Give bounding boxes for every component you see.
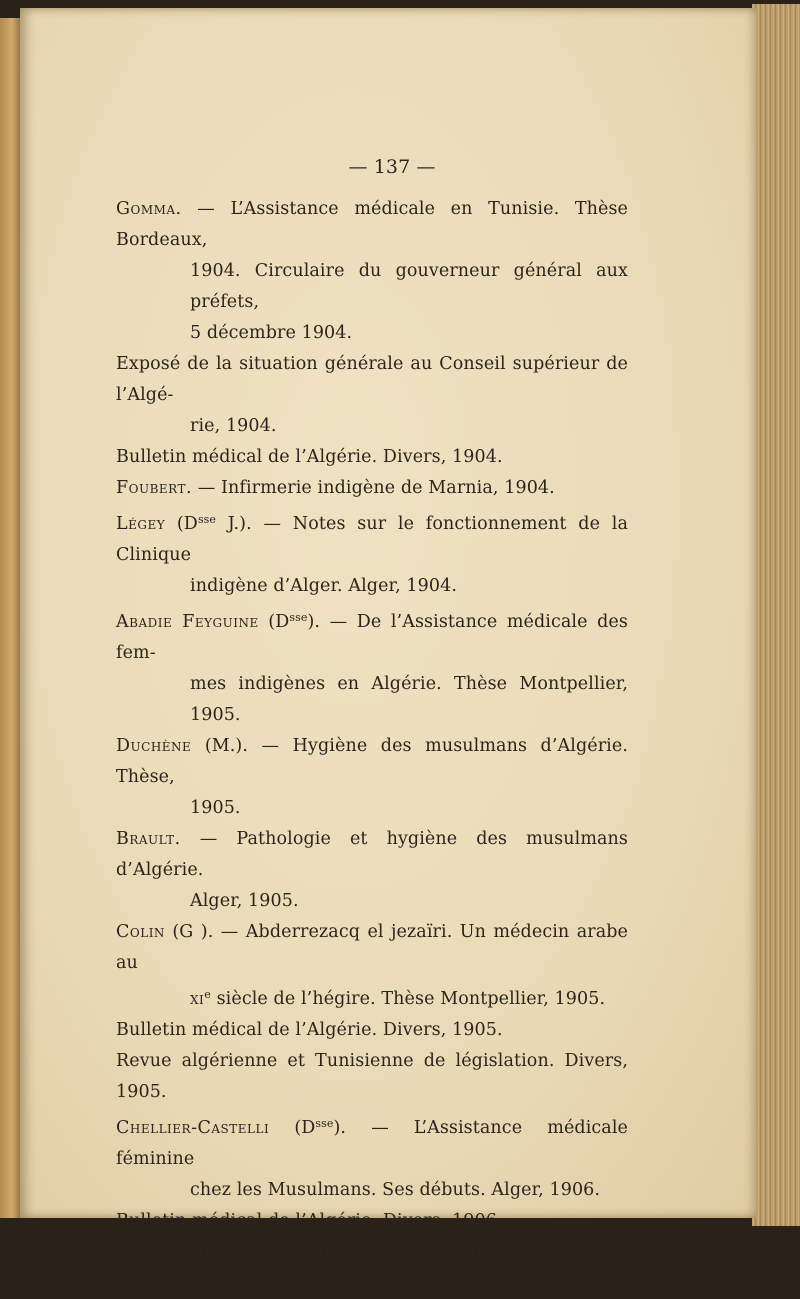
entry-title-prefix: (D — [269, 1118, 316, 1138]
entry-author: Brault. — [116, 829, 181, 849]
bibliography-entry — [116, 731, 628, 824]
bibliography-entry — [116, 1015, 628, 1046]
entry-superscript: sse — [315, 1117, 334, 1130]
left-page-edge — [0, 18, 22, 1218]
entry-text: Bulletin médical de l’Algérie. Divers, 1904. — [116, 447, 503, 467]
entry-continuation: 1904. Circulaire du gouverneur général aux préfets, — [190, 261, 628, 312]
entry-author: Chellier-Castelli — [116, 1118, 270, 1138]
entry-author: Légey — [116, 514, 166, 534]
entry-continuation: 5 décembre 1904. — [190, 323, 353, 343]
entry-text: ). — L’Assistance médicale féminine — [116, 1118, 628, 1169]
bibliography-entry — [116, 349, 628, 442]
entry-author: Abadie Feyguine — [116, 612, 259, 632]
entry-superscript: sse — [197, 513, 217, 526]
entry-text: Exposé de la situation générale au Conseil supérieur de l’Algé- — [116, 354, 628, 405]
entry-continuation: 1905. — [190, 798, 241, 818]
bibliography-entry — [116, 917, 628, 1015]
entry-author: Foubert. — [116, 478, 193, 498]
page-number: — 137 — — [348, 156, 436, 178]
entry-text: ). — De l’Assistance médicale des fem- — [116, 612, 628, 663]
bibliography-entry — [116, 1206, 628, 1237]
entry-continuation: Alger, 1905. — [190, 891, 299, 911]
bibliography-entry — [116, 602, 628, 731]
entry-text: Revue algérienne et tunisienne de législation. Divers, 1906. — [116, 1242, 628, 1293]
bibliography-text — [116, 150, 628, 1299]
entry-superscript: e — [204, 988, 211, 1001]
entry-text: (G ). — Abderrezacq el jezaïri. Un médecin arabe au — [116, 922, 628, 973]
entry-author: Gomma. — [116, 199, 182, 219]
entry-text: — Infirmerie indigène de Marnia, 1904. — [192, 478, 555, 498]
bibliography-entry — [116, 1108, 628, 1206]
entry-title-prefix: (D — [165, 514, 198, 534]
entry-continuation: rie, 1904. — [190, 416, 277, 436]
bibliography-entry — [116, 194, 628, 349]
entry-text: (M.). — Hygiène des musulmans d’Algérie. Thèse, — [116, 736, 628, 787]
entry-text: — Pathologie et hygiène des musulmans d’Algérie. — [116, 829, 628, 880]
entry-text: Bulletin médical de l’Algérie. Divers, 1906. — [116, 1211, 503, 1231]
bibliography-entry — [116, 473, 628, 504]
entry-author: Duchène — [116, 736, 192, 756]
century-numeral: xi — [190, 989, 205, 1009]
entry-text: Revue algérienne et Tunisienne de législation. Divers, 1905. — [116, 1051, 628, 1102]
bibliography-entry — [116, 1237, 628, 1299]
entry-text: — L’Assistance médicale en Tunisie. Thèse Bordeaux, — [116, 199, 628, 250]
entry-title-prefix: (D — [258, 612, 290, 632]
entry-continuation: indigène d’Alger. Alger, 1904. — [190, 576, 458, 596]
entry-continuation-text: siècle de l’hégire. Thèse Montpellier, 1905. — [210, 989, 606, 1009]
right-page-edges — [752, 4, 800, 1226]
entry-superscript: sse — [289, 611, 308, 624]
entry-continuation: mes indigènes en Algérie. Thèse Montpellier, 1905. — [190, 674, 628, 725]
entry-author: Colin — [116, 922, 165, 942]
entry-continuation: chez les Musulmans. Ses débuts. Alger, 1906. — [190, 1180, 601, 1200]
bibliography-entry — [116, 504, 628, 602]
bibliography-entry — [116, 824, 628, 917]
bibliography-entry — [116, 1046, 628, 1108]
entry-text: Bulletin médical de l’Algérie. Divers, 1905. — [116, 1020, 503, 1040]
entry-continuation — [116, 979, 628, 1015]
entry-text: J.). — Notes sur le fonctionnement de la Clinique — [116, 514, 628, 565]
bibliography-entry — [116, 442, 628, 473]
